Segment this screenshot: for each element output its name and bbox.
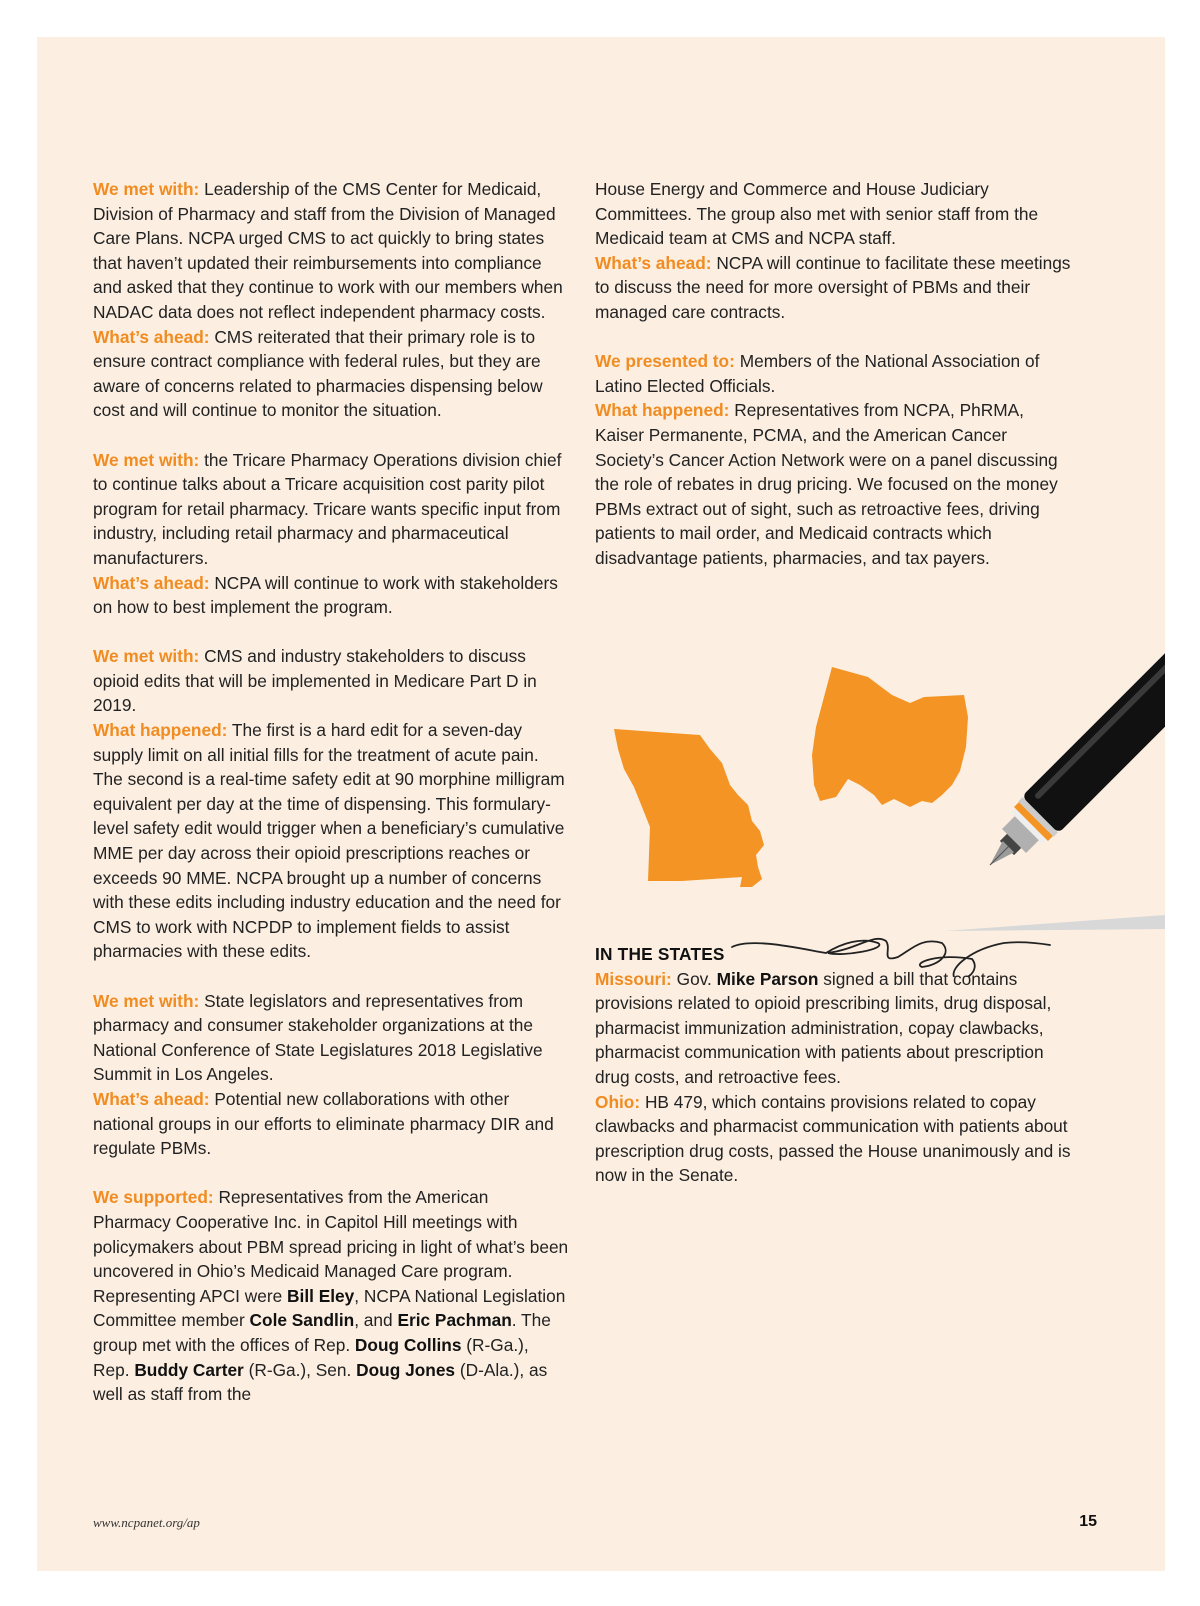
label: What’s ahead: [93, 326, 210, 347]
label: What happened: [595, 400, 730, 421]
state-missouri [595, 967, 1071, 1188]
label: We met with: [93, 449, 200, 470]
label: We met with: [93, 990, 200, 1011]
body-text: NCPA will continue to facilitate these meetings to discuss the need for more oversight of PBMs and their managed care contracts. [595, 252, 1071, 322]
person-name: Doug Jones [356, 1359, 456, 1380]
body-text: CMS and industry stakeholders to discuss opioid edits that will be implemented in Medicare Part D in 2019. [93, 646, 537, 716]
right-column [595, 177, 1071, 571]
body-text: (D-Ala.), as well as staff from the [93, 1359, 548, 1405]
fountain-pen-icon [972, 637, 1165, 883]
body-text: Leadership of the CMS Center for Medicaid, Division of Pharmacy and staff from the Division of Managed Care Plans. NCPA urged CMS to act quickly to bring states that haven’t updated their reimbursements into compliance and asked that they continue to work with our members when NADAC data does not reflect independent pharmacy costs. [93, 179, 563, 322]
body-text: , NCPA National Legislation Committee member [93, 1285, 566, 1331]
body-text: . The group met with the offices of Rep. [93, 1310, 551, 1355]
body-text: the Tricare Pharmacy Operations division chief to continue talks about a Tricare acquisition cost parity pilot program for retail pharmacy. Tricare wants specific input from industry, including retail pharmacy and pharmaceutical manufacturers. [93, 449, 562, 568]
person-name: Mike Parson [716, 968, 819, 989]
pen-shadow [944, 915, 1165, 931]
footer-url[interactable]: www.ncpanet.org/ap [93, 1515, 200, 1530]
label: What’s ahead: [93, 1088, 210, 1109]
page [37, 37, 1165, 1571]
item-cms-medicaid [93, 177, 569, 423]
item-opioid-edits [93, 644, 569, 964]
state-label: Ohio: [595, 1091, 641, 1112]
label: We presented to: [595, 351, 735, 372]
label: What’s ahead: [93, 572, 210, 593]
body-text: NCPA will continue to work with stakeholders on how to best implement the program. [93, 572, 558, 618]
label: What’s ahead: [595, 252, 712, 273]
body-text: (R-Ga.), Sen. [243, 1359, 357, 1380]
person-name: Bill Eley [287, 1285, 355, 1306]
body-text: State legislators and representatives from pharmacy and consumer stakeholder organizations at the National Conference of State Legislatures 2018 Legislative Summit in Los Angeles. [93, 990, 543, 1085]
label: What happened: [93, 720, 228, 741]
item-apci [93, 1185, 569, 1406]
body-text: Gov. [676, 968, 717, 989]
item-continued [595, 177, 1071, 325]
body-text: House Energy and Commerce and House Judiciary Committees. The group also met with senior staff from the Medicaid team at CMS and NCPA staff. [595, 179, 1039, 249]
section-heading: IN THE STATES [595, 944, 725, 964]
body-text: Representatives from the American Pharmacy Cooperative Inc. in Capitol Hill meetings with policymakers about PBM spread pricing in light of what’s been uncovered in Ohio’s Medicaid Managed Care program. Representing APCI were [93, 1187, 569, 1306]
person-name: Doug Collins [354, 1334, 462, 1355]
body-text: CMS reiterated that their primary role is to ensure contract compliance with federal rules, but they are aware of concerns related to pharmacies dispensing below cost and will continue to monitor the situation. [93, 326, 543, 421]
left-column [93, 177, 569, 1407]
item-ncsl [93, 989, 569, 1161]
person-name: Eric Pachman [397, 1310, 512, 1331]
body-text: signed a bill that contains provisions related to opioid prescribing limits, drug disposal, pharmacist immunization administration, copay clawbacks, pharmacist communication with patients about prescription drug costs, and retroactive fees. [595, 968, 1052, 1087]
page-number: 15 [1079, 1513, 1097, 1530]
body-text: Representatives from NCPA, PhRMA, Kaiser Permanente, PCMA, and the American Cancer Society’s Cancer Action Network were on a panel discussing the role of rebates in drug pricing. We focused on the money PBMs extract out of sight, such as retroactive fees, driving patients to mail order, and Medicaid contracts which disadvantage patients, pharmacies, and tax payers. [595, 400, 1058, 568]
item-tricare [93, 448, 569, 620]
label: We met with: [93, 646, 200, 667]
body-text: HB 479, which contains provisions related to copay clawbacks and pharmacist communication with patients about prescription drug costs, passed the House unanimously and is now in the Senate. [595, 1091, 1071, 1186]
body-text: , and [354, 1310, 398, 1331]
body-text: Potential new collaborations with other national groups in our efforts to eliminate pharmacy DIR and regulate PBMs. [93, 1088, 554, 1159]
ohio-map-icon [812, 667, 968, 807]
person-name: Cole Sandlin [249, 1310, 355, 1331]
item-naleo [595, 349, 1071, 570]
person-name: Buddy Carter [134, 1359, 244, 1380]
label: We supported: [93, 1187, 214, 1208]
body-text: Members of the National Association of Latino Elected Officials. [595, 351, 1040, 396]
states-section [595, 942, 1071, 1188]
state-label: Missouri: [595, 968, 672, 989]
label: We met with: [93, 179, 200, 199]
states-pen-illustration [592, 637, 1165, 977]
missouri-map-icon [614, 729, 764, 887]
body-text: The first is a hard edit for a seven-day supply limit on all initial fills for the treatment of acute pain. The second is a real-time safety edit at 90 morphine milligram equivalent per day at the time of dispensing. This formulary-level safety edit would trigger when a beneficiary’s cumulative MME per day across their opioid prescriptions reaches or exceeds 90 MME. NCPA brought up a number of concerns with these edits including industry education and the need for CMS to work with NCPDP to implement fields to assist pharmacies with these edits. [93, 720, 565, 962]
body-text: (R-Ga.), Rep. [93, 1334, 529, 1380]
